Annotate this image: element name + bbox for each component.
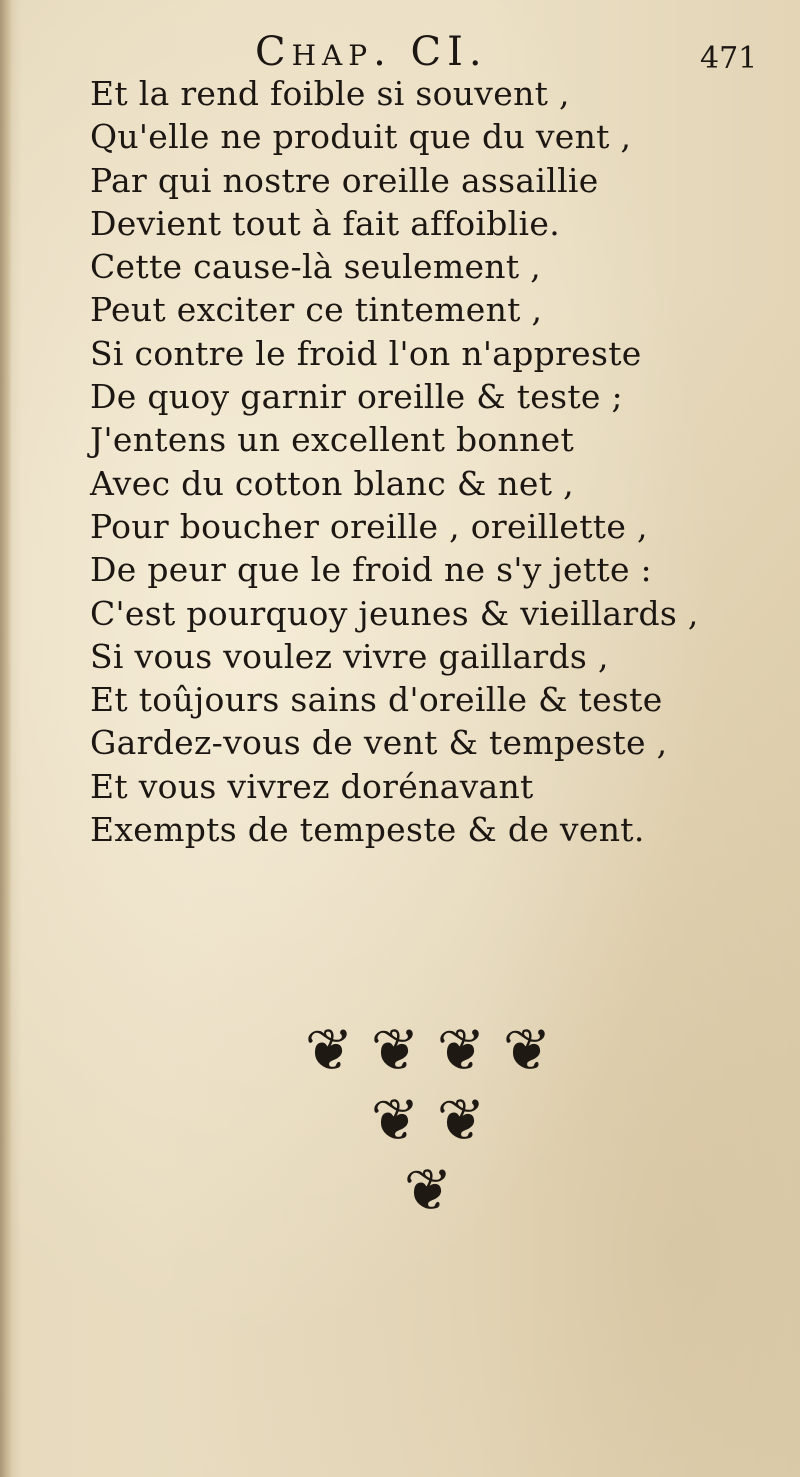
ornament-row: [366, 1086, 490, 1154]
verse-line: Devient tout à fait affoiblie.: [90, 203, 560, 243]
fleuron-icon: ❦: [370, 1086, 420, 1154]
verse-line: Exempts de tempeste & de vent.: [90, 810, 645, 850]
fleuron-icon: ❦: [403, 1156, 453, 1224]
fleuron-icon: ❦: [436, 1086, 486, 1154]
verse-line: De peur que le froid ne s'y jette :: [90, 550, 652, 590]
tailpiece-ornament: [300, 1016, 560, 1224]
fleuron-icon: ❦: [502, 1016, 552, 1084]
ornament-row: [300, 1016, 556, 1084]
fleuron-icon: ❦: [436, 1016, 486, 1084]
running-head: Chap. CI.: [255, 29, 488, 75]
verse-line: Gardez-vous de vent & tempeste ,: [90, 723, 668, 763]
verse-line: Et la rend foible si souvent ,: [90, 74, 570, 113]
verse-line: Peut exciter ce tintement ,: [90, 290, 543, 330]
verse-line: Par qui nostre oreille assaillie: [90, 160, 599, 200]
verse-text: [90, 72, 770, 851]
verse-line: Si contre le froid l'on n'appreste: [90, 333, 642, 373]
verse-line: Pour boucher oreille , oreillette ,: [90, 506, 648, 546]
verse-line: Qu'elle ne produit que du vent ,: [90, 117, 632, 157]
verse-line: Cette cause-là seulement ,: [90, 247, 541, 287]
ornament-row: [399, 1156, 457, 1224]
verse-line: Et vous vivrez dorénavant: [90, 766, 534, 806]
verse-line: De quoy garnir oreille & teste ;: [90, 377, 623, 417]
verse-line: Et toûjours sains d'oreille & teste: [90, 680, 663, 720]
page-number: 471: [700, 41, 758, 76]
verse-line: C'est pourquoy jeunes & vieillards ,: [90, 593, 699, 633]
fleuron-icon: ❦: [370, 1016, 420, 1084]
page-gutter: [0, 0, 12, 1477]
verse-line: J'entens un excellent bonnet: [90, 420, 575, 460]
verse-line: Avec du cotton blanc & net ,: [90, 463, 574, 503]
fleuron-icon: ❦: [304, 1016, 354, 1084]
verse-line: Si vous voulez vivre gaillards ,: [90, 636, 609, 676]
